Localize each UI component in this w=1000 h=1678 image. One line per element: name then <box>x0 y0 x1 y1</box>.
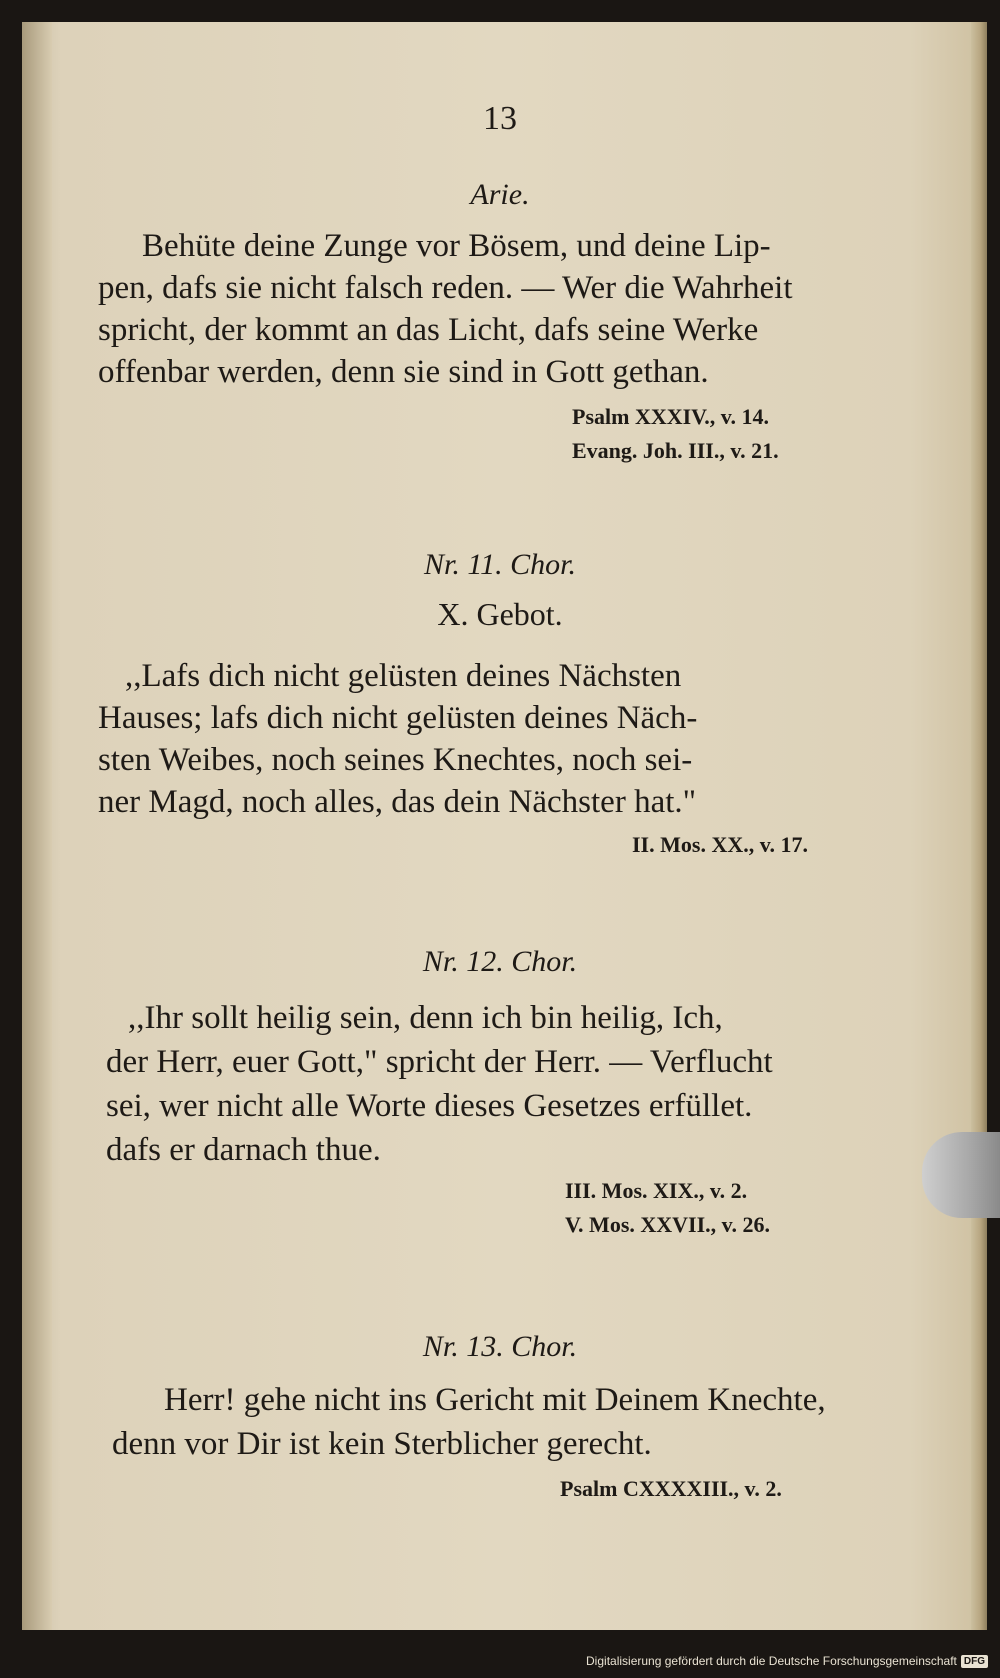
nr13-ref: Psalm CXXXXIII., v. 2. <box>560 1476 782 1501</box>
arie-line: spricht, der kommt an das Licht, dafs seine Werke <box>98 312 759 348</box>
page-gutter <box>22 22 52 1630</box>
arie-ref: Psalm XXXIV., v. 14. <box>572 404 770 429</box>
arie-title: Arie. <box>470 178 530 211</box>
nr11-title: Nr. 11. Chor. <box>424 548 576 581</box>
footer-text: Digitalisierung gefördert durch die Deutsche Forschungsgemeinschaft <box>586 1654 957 1668</box>
nr11-ref: II. Mos. XX., v. 17. <box>632 832 809 857</box>
nr11-subtitle: X. Gebot. <box>437 596 563 632</box>
nr12-line: der Herr, euer Gott," spricht der Herr. — Verflucht <box>106 1044 773 1080</box>
arie-heading <box>0 178 1000 212</box>
nr13-line: Herr! gehe nicht ins Gericht mit Deinem Knechte, <box>164 1382 826 1418</box>
arie-line: Behüte deine Zunge vor Bösem, und deine Lip- <box>142 228 771 264</box>
nr12-ref: III. Mos. XIX., v. 2. <box>565 1178 748 1203</box>
page-number: 13 <box>483 100 517 137</box>
nr11-line: ,,Lafs dich nicht gelüsten deines Nächsten <box>125 658 682 694</box>
arie-ref: Evang. Joh. III., v. 21. <box>572 438 779 463</box>
nr12-heading <box>0 945 1000 979</box>
nr13-line: denn vor Dir ist kein Sterblicher gerecht. <box>112 1426 652 1462</box>
digitization-footer <box>586 1654 988 1668</box>
bookmark-tab <box>922 1132 1000 1218</box>
nr13-heading <box>0 1330 1000 1364</box>
nr11-line: sten Weibes, noch seines Knechtes, noch sei- <box>98 742 693 778</box>
nr11-line: ner Magd, noch alles, das dein Nächster hat." <box>98 784 697 820</box>
nr12-line: ,,Ihr sollt heilig sein, denn ich bin heilig, Ich, <box>128 1000 723 1036</box>
nr11-line: Hauses; lafs dich nicht gelüsten deines Näch- <box>98 700 698 736</box>
nr12-line: sei, wer nicht alle Worte dieses Gesetzes erfüllet. <box>106 1088 753 1124</box>
nr12-ref: V. Mos. XXVII., v. 26. <box>565 1212 770 1237</box>
arie-line: offenbar werden, denn sie sind in Gott gethan. <box>98 354 709 390</box>
arie-line: pen, dafs sie nicht falsch reden. — Wer die Wahrheit <box>98 270 793 306</box>
nr12-title: Nr. 12. Chor. <box>422 945 578 978</box>
nr13-title: Nr. 13. Chor. <box>422 1330 578 1363</box>
nr12-line: dafs er darnach thue. <box>106 1132 381 1168</box>
page-edge <box>971 22 987 1630</box>
dfg-logo: DFG <box>961 1655 988 1668</box>
nr11-heading <box>0 548 1000 582</box>
